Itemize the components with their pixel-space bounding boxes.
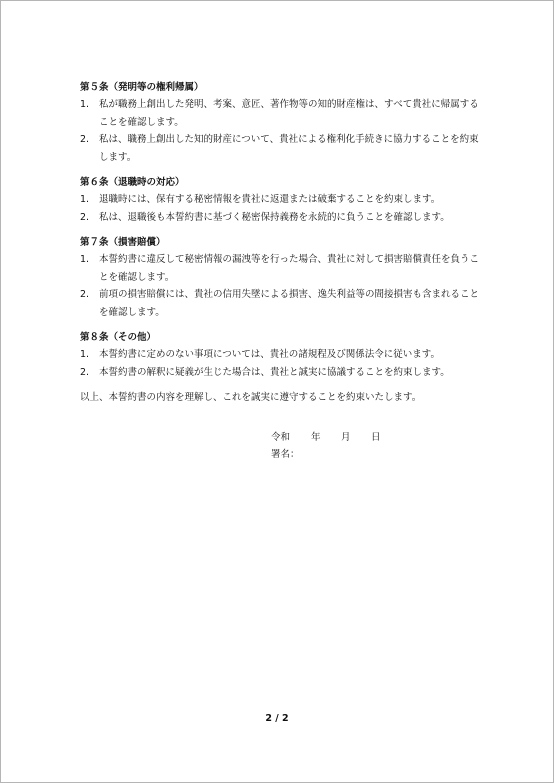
item-number: 1. — [80, 99, 90, 110]
article-heading: 第８条（その他） — [80, 332, 157, 343]
item-text: 本誓約書に定めのない事項については、貴社の諸規程及び関係法令に従います。 — [99, 349, 441, 360]
item-text: 退職時には、保有する秘密情報を貴社に返還または破棄することを約束します。 — [99, 194, 441, 205]
list-item — [80, 131, 480, 166]
era-label: 令和 — [271, 432, 291, 443]
list-item — [80, 286, 480, 321]
article-8 — [80, 329, 480, 381]
list-item — [80, 191, 480, 209]
item-text: 私は、退職後も本誓約書に基づく秘密保持義務を永続的に負うことを確認します。 — [99, 211, 450, 223]
article-heading: 第７条（損害賠償） — [80, 237, 166, 248]
article-7 — [80, 234, 480, 321]
signature-label: 署名： — [271, 449, 300, 460]
list-item — [80, 96, 480, 131]
list-item — [80, 251, 480, 286]
list-item — [80, 364, 480, 382]
page-number: 2 / 2 — [265, 713, 289, 724]
item-number: 1. — [80, 194, 90, 205]
list-item — [80, 346, 480, 364]
date-line — [271, 429, 381, 446]
item-number: 2. — [80, 134, 90, 145]
day-label: 日 — [371, 432, 381, 443]
closing-statement: 以上、本誓約書の内容を理解し、これを誠実に遵守することを約束いたします。 — [80, 392, 422, 403]
item-text: 私が職務上創出した発明、考案、意匠、著作物等の知的財産権は、すべて貴社に帰属することを確認します。 — [99, 99, 479, 128]
item-number: 2. — [80, 289, 90, 300]
year-label: 年 — [311, 432, 321, 443]
document-body — [80, 79, 480, 406]
item-number: 2. — [80, 366, 90, 378]
item-number: 2. — [80, 211, 90, 223]
item-text: 前項の損害賠償には、貴社の信用失墜による損害、逸失利益等の間接損害も含まれることを確認します。 — [99, 289, 480, 318]
list-item — [80, 209, 480, 227]
article-6 — [80, 174, 480, 226]
item-number: 1. — [80, 254, 90, 265]
article-heading: 第６条（退職時の対応） — [80, 177, 185, 188]
item-text: 本誓約書に違反して秘密情報の漏洩等を行った場合、貴社に対して損害賠償責任を負うことを確認します。 — [99, 254, 480, 283]
item-number: 1. — [80, 349, 90, 360]
item-text: 私は、職務上創出した知的財産について、貴社による権利化手続きに協力することを約束します。 — [99, 134, 479, 163]
signature-block — [271, 429, 381, 463]
article-5 — [80, 79, 480, 166]
item-text: 本誓約書の解釈に疑義が生じた場合は、貴社と誠実に協議することを約束します。 — [99, 366, 450, 378]
month-label: 月 — [341, 432, 351, 443]
article-heading: 第５条（発明等の権利帰属） — [80, 82, 204, 93]
